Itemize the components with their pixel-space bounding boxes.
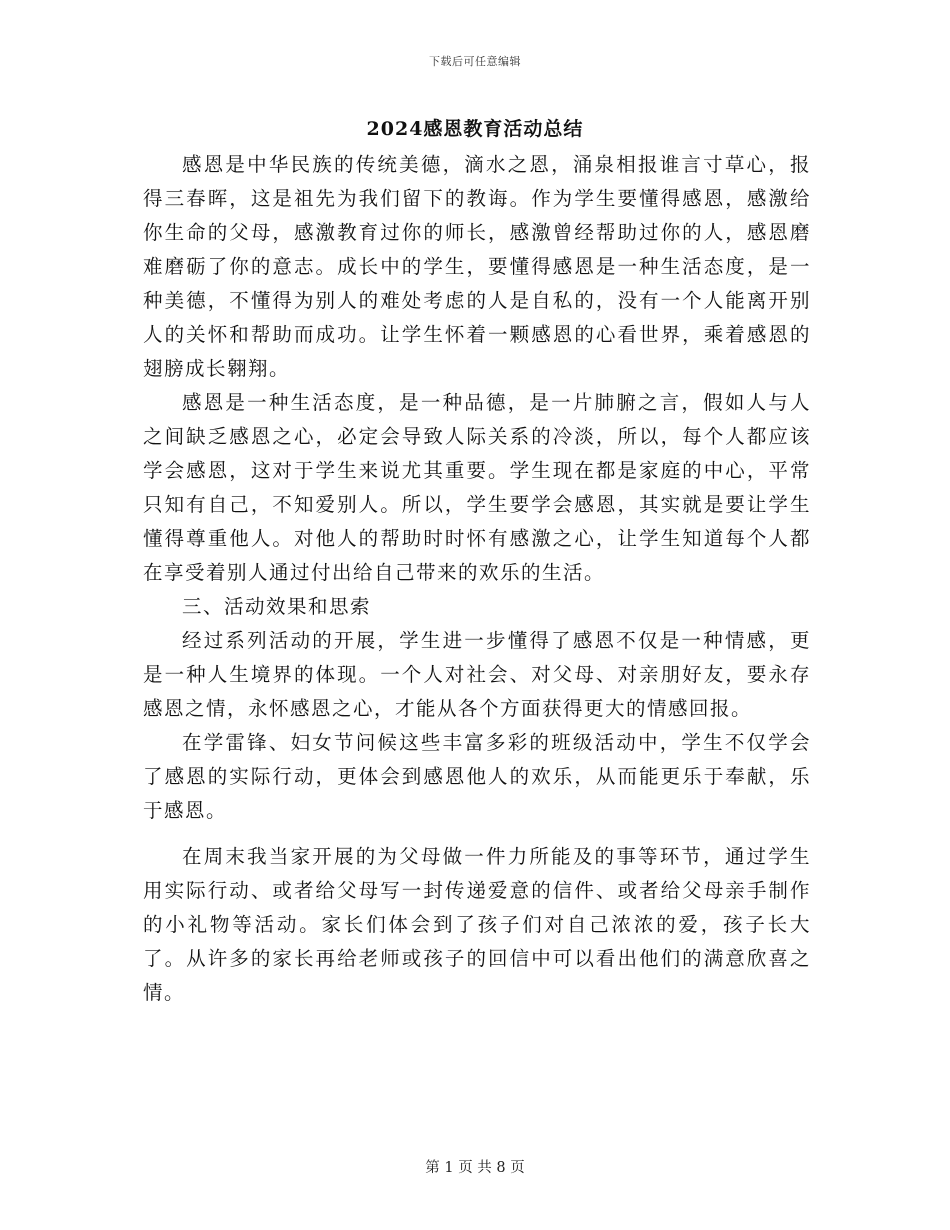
page-footer: 第 1 页 共 8 页 (425, 1160, 525, 1176)
paragraph-activities: 在学雷锋、妇女节问候这些丰富多彩的班级活动中，学生不仅学会了感恩的实际行动，更体会到感恩他人的欢乐，从而能更乐于奉献，乐于感恩。 (143, 731, 811, 822)
document-title: 2024感恩教育活动总结 (366, 118, 584, 140)
section-heading-results: 三、活动效果和思索 (182, 595, 372, 618)
page-header-note: 下载后可任意编辑 (429, 55, 521, 68)
paragraph-weekend: 在周末我当家开展的为父母做一件力所能及的事等环节，通过学生用实际行动、或者给父母写一封传递爱意的信件、或者给父母亲手制作的小礼物等活动。家长们体会到了孩子们对自己浓浓的爱，孩子长大了。从许多的家长再给老师或孩子的回信中可以看出他们的满意欣喜之情。 (143, 845, 811, 1004)
paragraph-attitude: 感恩是一种生活态度，是一种品德，是一片肺腑之言，假如人与人之间缺乏感恩之心，必定会导致人际关系的冷淡，所以，每个人都应该学会感恩，这对于学生来说尤其重要。学生现在都是家庭的中心，平常只知有自己，不知爱别人。所以，学生要学会感恩，其实就是要让学生懂得尊重他人。对他人的帮助时时怀有感激之心，让学生知道每个人都在享受着别人通过付出给自己带来的欢乐的生活。 (143, 391, 811, 584)
paragraph-intro: 感恩是中华民族的传统美德，滴水之恩，涌泉相报谁言寸草心，报得三春晖，这是祖先为我们留下的教诲。作为学生要懂得感恩，感激给你生命的父母，感激教育过你的师长，感激曾经帮助过你的人，感恩磨难磨砺了你的意志。成长中的学生，要懂得感恩是一种生活态度，是一种美德，不懂得为别人的难处考虑的人是自私的，没有一个人能离开别人的关怀和帮助而成功。让学生怀着一颗感恩的心看世界，乘着感恩的翅膀成长翱翔。 (143, 153, 811, 380)
document-body (143, 148, 811, 1010)
paragraph-results: 经过系列活动的开展，学生进一步懂得了感恩不仅是一种情感，更是一种人生境界的体现。一个人对社会、对父母、对亲朋好友，要永存感恩之情，永怀感恩之心，才能从各个方面获得更大的情感回报。 (143, 629, 811, 720)
